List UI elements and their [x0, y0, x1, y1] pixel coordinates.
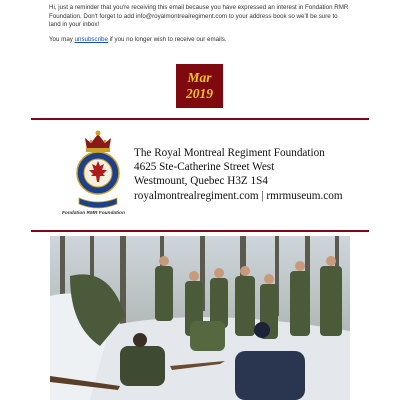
foundation-name: The Royal Montreal Regiment Foundation	[134, 147, 325, 159]
photo-illustration	[50, 236, 350, 400]
soldiers-in-snowy-forest-photo	[50, 236, 350, 400]
foundation-address-block	[134, 146, 364, 203]
foundation-street: 4625 Ste-Catherine Street West	[134, 161, 275, 174]
issue-month: Mar	[187, 70, 212, 85]
unsubscribe-suffix: if you no longer wish to receive our emails.	[107, 35, 227, 43]
unsubscribe-prefix: You may	[49, 35, 75, 43]
header-divider-top	[31, 118, 369, 120]
foundation-city: Westmount, Quebec H3Z 1S4	[134, 175, 268, 188]
regiment-crest-icon	[73, 128, 123, 210]
foundation-websites: royalmontrealregiment.com | rmrmuseum.com	[134, 189, 343, 202]
issue-year: 2019	[186, 86, 213, 101]
header-divider-bottom	[31, 230, 369, 232]
reminder-text: Hi, just a reminder that you're receiving this email because you have expressed an interest in Fondation RMR Foundation. Don't forget to add info@royalmontrealregiment.com to your address book so we'll be sure to land in your inbox!	[49, 4, 349, 29]
issue-date-badge	[176, 64, 223, 108]
email-intro	[49, 4, 349, 50]
unsubscribe-link[interactable]: unsubscribe	[74, 35, 108, 43]
unsubscribe-line	[49, 36, 349, 45]
crest-caption: Fondation RMR Foundation	[62, 211, 125, 216]
